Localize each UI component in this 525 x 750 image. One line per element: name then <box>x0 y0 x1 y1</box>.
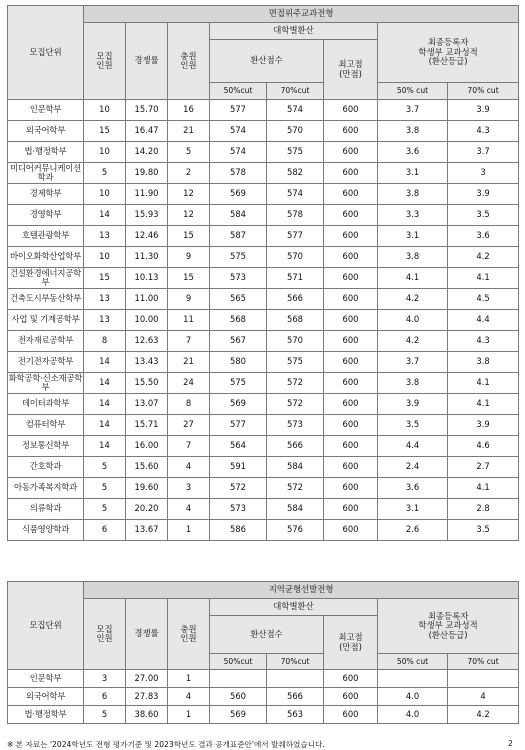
max-score-cell: 600 <box>324 331 378 352</box>
header-cut70: 70%cut <box>267 654 324 670</box>
competition-cell: 10.00 <box>126 310 168 331</box>
score50-cell: 564 <box>210 436 267 457</box>
header-max-score: 최고점 (만점) <box>324 616 378 670</box>
grade50-cell: 3.6 <box>378 142 448 163</box>
competition-cell: 13.43 <box>126 352 168 373</box>
grade70-cell: 3.6 <box>448 226 519 247</box>
max-score-cell: 600 <box>324 457 378 478</box>
unit-cell: 법·행정학부 <box>8 706 84 724</box>
table-row <box>8 226 519 247</box>
max-score-cell: 600 <box>324 706 378 724</box>
score50-cell: 569 <box>210 184 267 205</box>
grade70-cell: 2.7 <box>448 457 519 478</box>
competition-cell: 15.50 <box>126 373 168 394</box>
extra-cell: 27 <box>168 415 210 436</box>
score70-cell: 570 <box>267 121 324 142</box>
header-final-grade: 최종등록자 학생부 교과성적 (환산등급) <box>378 23 519 83</box>
max-score-cell: 600 <box>324 352 378 373</box>
competition-cell: 19.80 <box>126 163 168 184</box>
table-row <box>8 121 519 142</box>
score70-cell: 570 <box>267 247 324 268</box>
competition-cell: 13.67 <box>126 520 168 541</box>
quota-cell: 3 <box>84 670 126 688</box>
competition-cell: 12.63 <box>126 331 168 352</box>
max-score-cell: 600 <box>324 184 378 205</box>
score50-cell: 569 <box>210 394 267 415</box>
grade70-cell: 4 <box>448 688 519 706</box>
extra-cell: 15 <box>168 268 210 289</box>
table-row <box>8 247 519 268</box>
score50-cell: 577 <box>210 415 267 436</box>
score50-cell: 565 <box>210 289 267 310</box>
quota-cell: 5 <box>84 163 126 184</box>
quota-cell: 14 <box>84 352 126 373</box>
score70-cell: 566 <box>267 436 324 457</box>
grade50-cell: 3.8 <box>378 247 448 268</box>
extra-cell: 1 <box>168 706 210 724</box>
score70-cell: 572 <box>267 373 324 394</box>
source-footnote: ※ 본 자료는 '2024학년도 전형 평가기준 및 2023학년도 결과 공개표준안'에서 발췌하였습니다. <box>7 740 325 749</box>
table-row <box>8 289 519 310</box>
header-conversion: 대학별환산 <box>210 599 378 616</box>
extra-cell: 9 <box>168 289 210 310</box>
score50-cell: 567 <box>210 331 267 352</box>
quota-cell: 5 <box>84 478 126 499</box>
extra-cell: 1 <box>168 670 210 688</box>
competition-cell: 27.00 <box>126 670 168 688</box>
score50-cell: 568 <box>210 310 267 331</box>
grade70-cell: 3.8 <box>448 352 519 373</box>
score50-cell: 560 <box>210 688 267 706</box>
header-cut50: 50%cut <box>210 654 267 670</box>
quota-cell: 15 <box>84 268 126 289</box>
competition-cell: 15.71 <box>126 415 168 436</box>
table-row <box>8 520 519 541</box>
quota-cell: 10 <box>84 184 126 205</box>
score50-cell: 574 <box>210 121 267 142</box>
max-score-cell: 600 <box>324 394 378 415</box>
table-row <box>8 184 519 205</box>
unit-cell: 호텔관광학부 <box>8 226 84 247</box>
extra-cell: 4 <box>168 688 210 706</box>
extra-cell: 7 <box>168 331 210 352</box>
table-row <box>8 499 519 520</box>
header-competition: 경쟁률 <box>126 23 168 100</box>
grade70-cell: 4.3 <box>448 331 519 352</box>
extra-cell: 5 <box>168 142 210 163</box>
grade50-cell: 4.0 <box>378 706 448 724</box>
extra-cell: 4 <box>168 499 210 520</box>
competition-cell: 11.00 <box>126 289 168 310</box>
competition-cell: 15.70 <box>126 100 168 121</box>
competition-cell: 16.00 <box>126 436 168 457</box>
grade70-cell: 4.6 <box>448 436 519 457</box>
competition-cell: 12.46 <box>126 226 168 247</box>
table2-body <box>8 670 519 724</box>
score70-cell: 575 <box>267 352 324 373</box>
competition-cell: 27.83 <box>126 688 168 706</box>
table-row <box>8 688 519 706</box>
header-grade70: 70% cut <box>448 83 519 100</box>
quota-cell: 13 <box>84 226 126 247</box>
competition-cell: 11.90 <box>126 184 168 205</box>
score70-cell: 578 <box>267 205 324 226</box>
score70-cell: 584 <box>267 499 324 520</box>
unit-cell: 의류학과 <box>8 499 84 520</box>
score50-cell: 587 <box>210 226 267 247</box>
score50-cell: 591 <box>210 457 267 478</box>
grade70-cell: 3.7 <box>448 142 519 163</box>
header-grade70: 70% cut <box>448 654 519 670</box>
header-max-score: 최고점 (만점) <box>324 40 378 100</box>
quota-cell: 14 <box>84 415 126 436</box>
quota-cell: 5 <box>84 457 126 478</box>
unit-cell: 법·행정학부 <box>8 142 84 163</box>
grade50-cell: 4.1 <box>378 268 448 289</box>
grade70-cell: 4.2 <box>448 247 519 268</box>
header-cut50: 50%cut <box>210 83 267 100</box>
competition-cell: 20.20 <box>126 499 168 520</box>
grade50-cell: 3.8 <box>378 121 448 142</box>
quota-cell: 5 <box>84 706 126 724</box>
grade50-cell: 4.2 <box>378 289 448 310</box>
admission-results-table-regional <box>7 581 519 724</box>
table-row <box>8 394 519 415</box>
unit-cell: 외국어학부 <box>8 121 84 142</box>
grade70-cell: 2.8 <box>448 499 519 520</box>
grade70-cell: 3.9 <box>448 184 519 205</box>
unit-cell: 건축도시부동산학부 <box>8 289 84 310</box>
table-row <box>8 142 519 163</box>
table-row <box>8 436 519 457</box>
max-score-cell: 600 <box>324 226 378 247</box>
table-row <box>8 205 519 226</box>
unit-cell: 식품영양학과 <box>8 520 84 541</box>
unit-cell: 바이오화학산업학부 <box>8 247 84 268</box>
max-score-cell: 600 <box>324 205 378 226</box>
unit-cell: 경영학부 <box>8 205 84 226</box>
header-track: 지역균형선발전형 <box>84 582 519 599</box>
score70-cell: 573 <box>267 415 324 436</box>
grade50-cell <box>378 670 448 688</box>
score50-cell: 580 <box>210 352 267 373</box>
max-score-cell: 600 <box>324 142 378 163</box>
grade70-cell: 3.9 <box>448 415 519 436</box>
score50-cell: 584 <box>210 205 267 226</box>
quota-cell: 13 <box>84 289 126 310</box>
max-score-cell: 600 <box>324 670 378 688</box>
table-row <box>8 670 519 688</box>
score70-cell: 577 <box>267 226 324 247</box>
score50-cell <box>210 670 267 688</box>
score50-cell: 572 <box>210 478 267 499</box>
score70-cell: 566 <box>267 289 324 310</box>
header-quota: 모집 인원 <box>84 23 126 100</box>
grade50-cell: 2.6 <box>378 520 448 541</box>
grade50-cell: 3.1 <box>378 226 448 247</box>
header-quota: 모집 인원 <box>84 599 126 670</box>
extra-cell: 12 <box>168 184 210 205</box>
grade70-cell: 4.5 <box>448 289 519 310</box>
score70-cell: 574 <box>267 184 324 205</box>
quota-cell: 10 <box>84 142 126 163</box>
extra-cell: 8 <box>168 394 210 415</box>
unit-cell: 건설환경에너지공학부 <box>8 268 84 289</box>
max-score-cell: 600 <box>324 163 378 184</box>
competition-cell: 10.13 <box>126 268 168 289</box>
extra-cell: 4 <box>168 457 210 478</box>
grade70-cell: 4.3 <box>448 121 519 142</box>
score50-cell: 575 <box>210 373 267 394</box>
unit-cell: 사업 및 기계공학부 <box>8 310 84 331</box>
header-track: 면접위주교과전형 <box>84 6 519 23</box>
grade70-cell: 4.1 <box>448 268 519 289</box>
extra-cell: 16 <box>168 100 210 121</box>
extra-cell: 1 <box>168 520 210 541</box>
max-score-cell: 600 <box>324 478 378 499</box>
grade50-cell: 2.4 <box>378 457 448 478</box>
max-score-cell: 600 <box>324 289 378 310</box>
grade50-cell: 3.5 <box>378 415 448 436</box>
quota-cell: 5 <box>84 499 126 520</box>
grade50-cell: 3.1 <box>378 163 448 184</box>
header-converted-score: 환산점수 <box>210 40 324 83</box>
grade50-cell: 4.0 <box>378 688 448 706</box>
score50-cell: 574 <box>210 142 267 163</box>
grade50-cell: 3.7 <box>378 100 448 121</box>
table-row <box>8 415 519 436</box>
max-score-cell: 600 <box>324 121 378 142</box>
table-row <box>8 373 519 394</box>
unit-cell: 컴퓨터학부 <box>8 415 84 436</box>
grade70-cell: 4.2 <box>448 706 519 724</box>
quota-cell: 14 <box>84 436 126 457</box>
max-score-cell: 600 <box>324 415 378 436</box>
competition-cell: 38.60 <box>126 706 168 724</box>
table-row <box>8 163 519 184</box>
score70-cell: 575 <box>267 142 324 163</box>
grade50-cell: 4.0 <box>378 310 448 331</box>
grade70-cell: 3.5 <box>448 205 519 226</box>
header-cut70: 70%cut <box>267 83 324 100</box>
score70-cell: 572 <box>267 478 324 499</box>
quota-cell: 10 <box>84 247 126 268</box>
score50-cell: 575 <box>210 247 267 268</box>
grade50-cell: 3.8 <box>378 373 448 394</box>
grade70-cell <box>448 670 519 688</box>
score70-cell: 574 <box>267 100 324 121</box>
score70-cell <box>267 670 324 688</box>
quota-cell: 6 <box>84 520 126 541</box>
score50-cell: 573 <box>210 499 267 520</box>
grade70-cell: 4.1 <box>448 394 519 415</box>
grade50-cell: 3.3 <box>378 205 448 226</box>
table-row <box>8 457 519 478</box>
table-row <box>8 268 519 289</box>
quota-cell: 14 <box>84 373 126 394</box>
extra-cell: 9 <box>168 247 210 268</box>
max-score-cell: 600 <box>324 247 378 268</box>
max-score-cell: 600 <box>324 520 378 541</box>
extra-cell: 2 <box>168 163 210 184</box>
score70-cell: 571 <box>267 268 324 289</box>
quota-cell: 15 <box>84 121 126 142</box>
grade50-cell: 3.7 <box>378 352 448 373</box>
grade70-cell: 4.4 <box>448 310 519 331</box>
quota-cell: 14 <box>84 205 126 226</box>
table-row <box>8 310 519 331</box>
unit-cell: 인문학부 <box>8 100 84 121</box>
quota-cell: 10 <box>84 100 126 121</box>
extra-cell: 21 <box>168 352 210 373</box>
competition-cell: 11.30 <box>126 247 168 268</box>
grade70-cell: 4.1 <box>448 373 519 394</box>
header-competition: 경쟁률 <box>126 599 168 670</box>
extra-cell: 7 <box>168 436 210 457</box>
quota-cell: 8 <box>84 331 126 352</box>
grade50-cell: 4.4 <box>378 436 448 457</box>
extra-cell: 15 <box>168 226 210 247</box>
extra-cell: 3 <box>168 478 210 499</box>
grade50-cell: 3.8 <box>378 184 448 205</box>
competition-cell: 14.20 <box>126 142 168 163</box>
score50-cell: 569 <box>210 706 267 724</box>
unit-cell: 화학공학·신소재공학부 <box>8 372 83 392</box>
extra-cell: 12 <box>168 205 210 226</box>
header-unit: 모집단위 <box>8 6 84 100</box>
competition-cell: 19.60 <box>126 478 168 499</box>
extra-cell: 24 <box>168 373 210 394</box>
quota-cell: 14 <box>84 394 126 415</box>
header-extra: 충원 인원 <box>168 599 210 670</box>
table1-body <box>8 100 519 541</box>
extra-cell: 21 <box>168 121 210 142</box>
score70-cell: 582 <box>267 163 324 184</box>
unit-cell: 경제학부 <box>8 184 84 205</box>
page-number: 2 <box>508 739 513 748</box>
max-score-cell: 600 <box>324 436 378 457</box>
grade50-cell: 3.9 <box>378 394 448 415</box>
header-final-grade: 최종등록자 학생부 교과성적 (환산등급) <box>378 599 519 654</box>
score70-cell: 572 <box>267 394 324 415</box>
grade50-cell: 4.2 <box>378 331 448 352</box>
competition-cell: 16.47 <box>126 121 168 142</box>
competition-cell: 13.07 <box>126 394 168 415</box>
max-score-cell: 600 <box>324 373 378 394</box>
competition-cell: 15.93 <box>126 205 168 226</box>
quota-cell: 13 <box>84 310 126 331</box>
score50-cell: 578 <box>210 163 267 184</box>
table-row <box>8 352 519 373</box>
max-score-cell: 600 <box>324 100 378 121</box>
score70-cell: 576 <box>267 520 324 541</box>
unit-cell: 정보통신학부 <box>8 436 84 457</box>
table-row <box>8 331 519 352</box>
score50-cell: 577 <box>210 100 267 121</box>
header-conversion: 대학별환산 <box>210 23 378 40</box>
unit-cell: 아동가족복지학과 <box>8 478 84 499</box>
max-score-cell: 600 <box>324 499 378 520</box>
max-score-cell: 600 <box>324 268 378 289</box>
quota-cell: 6 <box>84 688 126 706</box>
admission-results-table-interview <box>7 5 519 541</box>
unit-cell: 간호학과 <box>8 457 84 478</box>
grade70-cell: 3.5 <box>448 520 519 541</box>
score50-cell: 586 <box>210 520 267 541</box>
grade50-cell: 3.6 <box>378 478 448 499</box>
unit-cell: 데이터과학부 <box>8 394 84 415</box>
unit-cell: 외국어학부 <box>8 688 84 706</box>
table-row <box>8 478 519 499</box>
unit-cell: 인문학부 <box>8 670 84 688</box>
unit-cell: 전기전자공학부 <box>8 352 84 373</box>
score70-cell: 563 <box>267 706 324 724</box>
table-row <box>8 706 519 724</box>
score70-cell: 568 <box>267 310 324 331</box>
grade70-cell: 4.1 <box>448 478 519 499</box>
header-grade50: 50% cut <box>378 654 448 670</box>
unit-cell: 미디어커뮤니케이션학과 <box>8 163 84 184</box>
max-score-cell: 600 <box>324 310 378 331</box>
score70-cell: 584 <box>267 457 324 478</box>
max-score-cell: 600 <box>324 688 378 706</box>
score70-cell: 566 <box>267 688 324 706</box>
unit-cell: 전자재료공학부 <box>8 331 84 352</box>
grade70-cell: 3.9 <box>448 100 519 121</box>
score70-cell: 570 <box>267 331 324 352</box>
score50-cell: 573 <box>210 268 267 289</box>
table-row <box>8 100 519 121</box>
grade70-cell: 3 <box>448 163 519 184</box>
header-grade50: 50% cut <box>378 83 448 100</box>
header-converted-score: 환산점수 <box>210 616 324 654</box>
header-unit: 모집단위 <box>8 582 84 670</box>
competition-cell: 15.60 <box>126 457 168 478</box>
header-extra: 충원 인원 <box>168 23 210 100</box>
extra-cell: 11 <box>168 310 210 331</box>
grade50-cell: 3.1 <box>378 499 448 520</box>
